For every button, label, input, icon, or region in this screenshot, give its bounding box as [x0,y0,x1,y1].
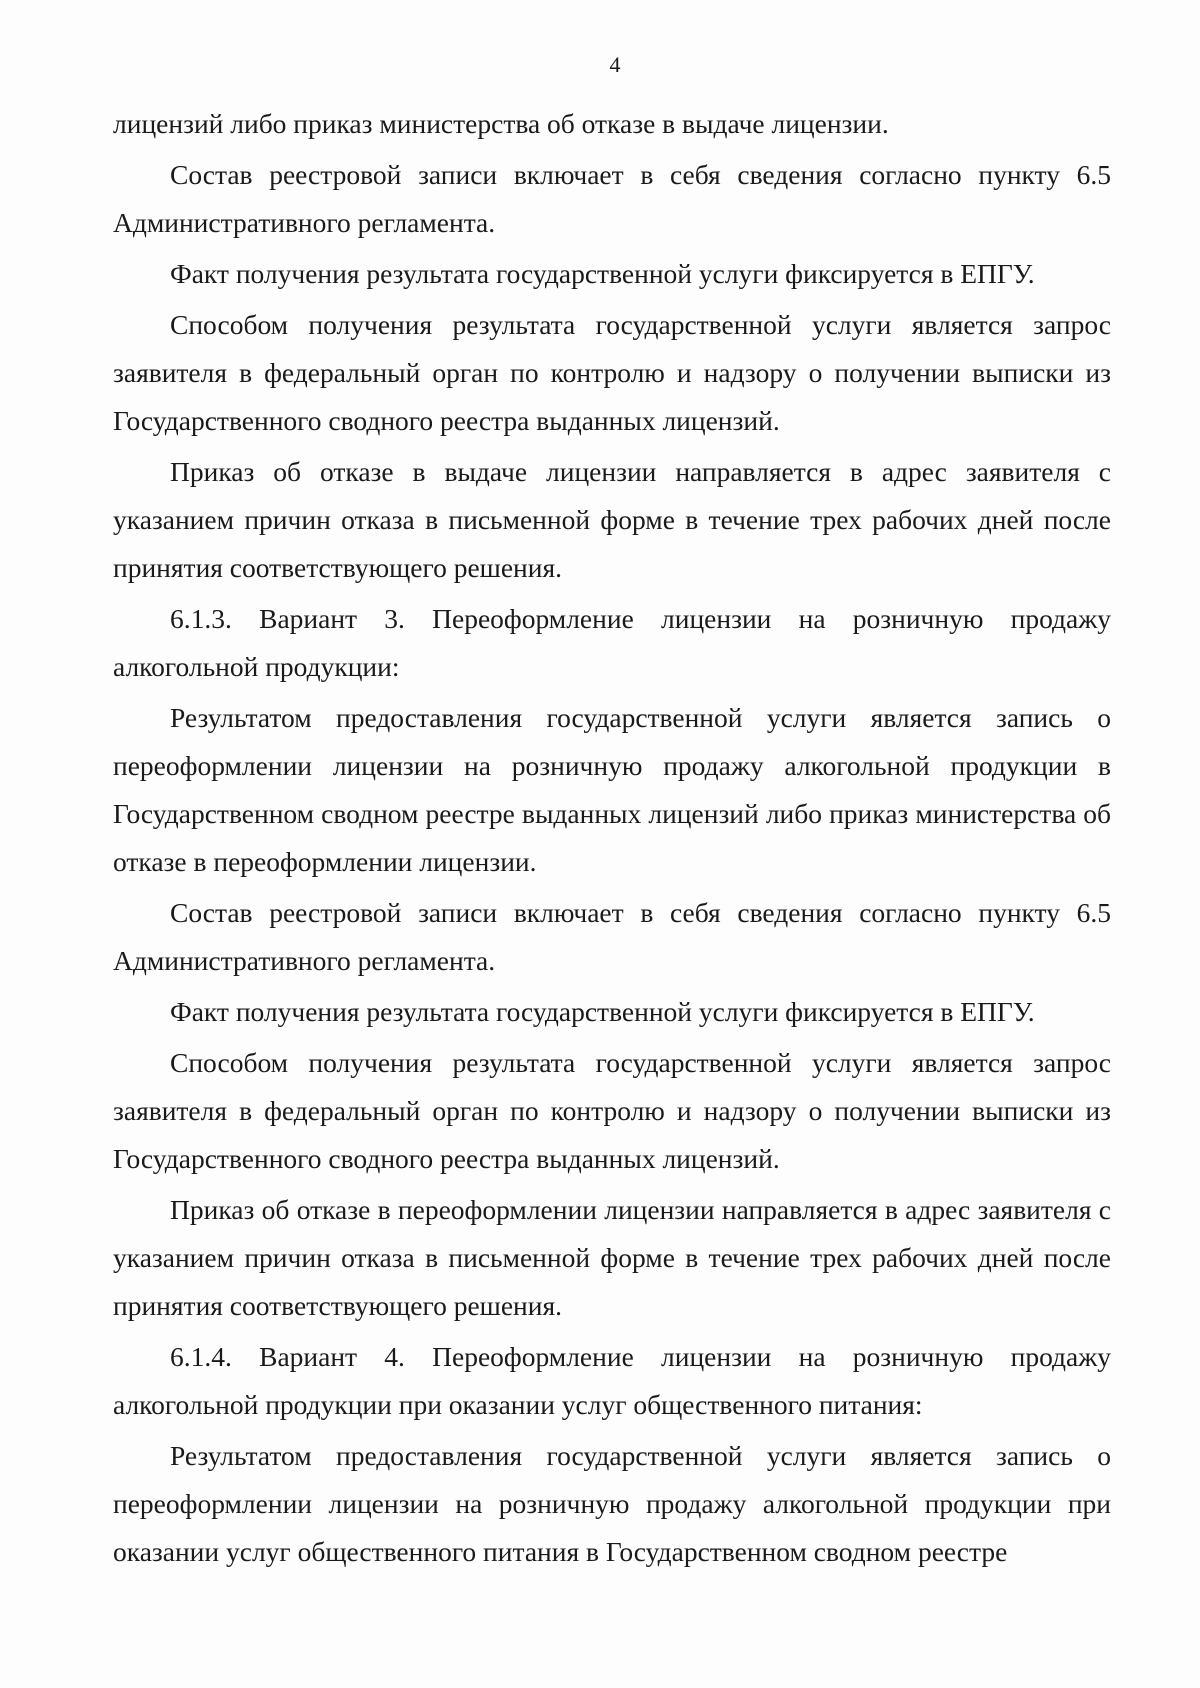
document-body [113,100,1111,1576]
paragraph: Способом получения результата государственной услуги является запрос заявителя в федеральный орган по контролю и надзору о получении выписки из Государственного сводного реестра выданных лицензий. [113,1047,1111,1174]
paragraph: Приказ об отказе в выдаче лицензии направляется в адрес заявителя с указанием причин отказа в письменной форме в течение трех рабочих дней после принятия соответствующего решения. [113,456,1111,583]
paragraph: Состав реестровой записи включает в себя сведения согласно пункту 6.5 Административного регламента. [113,897,1111,976]
paragraph: Состав реестровой записи включает в себя сведения согласно пункту 6.5 Административного регламента. [113,159,1111,238]
paragraph: Приказ об отказе в переоформлении лицензии направляется в адрес заявителя с указанием причин отказа в письменной форме в течение трех рабочих дней после принятия соответствующего решения. [113,1194,1111,1321]
paragraph: Факт получения результата государственной услуги фиксируется в ЕПГУ. [170,996,1035,1027]
paragraph: Факт получения результата государственной услуги фиксируется в ЕПГУ. [170,258,1035,289]
page-number: 4 [609,52,621,77]
paragraph: Результатом предоставления государственной услуги является запись о переоформлении лицензии на розничную продажу алкогольной продукции в Государственном сводном реестре выданных лицензий либо приказ министерства об отказе в переоформлении лицензии. [113,702,1111,877]
section-heading-6-1-4: 6.1.4. Вариант 4. Переоформление лицензии на розничную продажу алкогольной продукции при оказании услуг общественного питания: [113,1341,1111,1420]
paragraph: Результатом предоставления государственной услуги является запись о переоформлении лицензии на розничную продажу алкогольной продукции при оказании услуг общественного питания в Государственном сводном реестре [113,1440,1111,1567]
paragraph: Способом получения результата государственной услуги является запрос заявителя в федеральный орган по контролю и надзору о получении выписки из Государственного сводного реестра выданных лицензий. [113,309,1111,436]
section-heading-6-1-3: 6.1.3. Вариант 3. Переоформление лицензии на розничную продажу алкогольной продукции: [113,603,1111,682]
paragraph: лицензий либо приказ министерства об отказе в выдаче лицензии. [113,108,889,139]
